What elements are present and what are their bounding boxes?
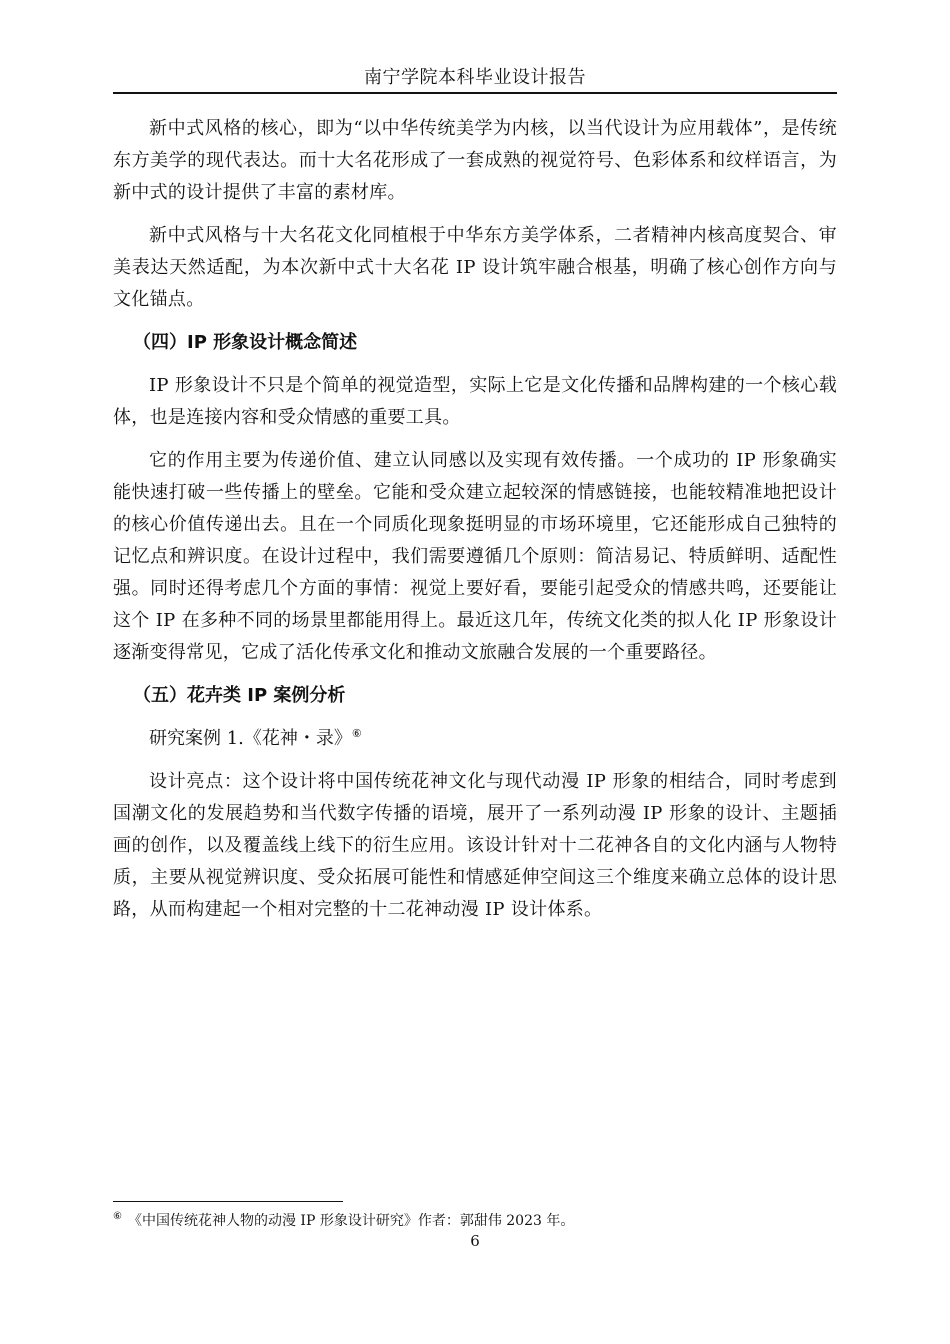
page-number: 6 bbox=[470, 1232, 480, 1250]
footnote-mark: ⑥ bbox=[113, 1211, 122, 1223]
footnote-reference: ⑥ bbox=[351, 727, 362, 740]
paragraph-ip-design-concept: IP 形象设计不只是个简单的视觉造型，实际上它是文化传播和品牌构建的一个核心载体，也是连接内容和受众情感的重要工具。 bbox=[113, 375, 837, 428]
footnote-text: 《中国传统花神人物的动漫 IP 形象设计研究》作者：郭甜伟 2023 年。 bbox=[127, 1213, 575, 1229]
body-content bbox=[113, 113, 837, 937]
footnote-rule bbox=[113, 1201, 343, 1202]
case-study-title bbox=[113, 723, 837, 755]
header-rule bbox=[113, 92, 837, 94]
case-study-title-text: 研究案例 1.《花神・录》 bbox=[149, 728, 352, 749]
section-heading-5: （五）花卉类 IP 案例分析 bbox=[133, 685, 346, 706]
section-heading-4: （四）IP 形象设计概念简述 bbox=[133, 332, 358, 353]
page-header: 南宁学院本科毕业设计报告 bbox=[364, 67, 586, 88]
footnote bbox=[113, 1211, 837, 1231]
paragraph-style-and-flower-culture: 新中式风格与十大名花文化同植根于中华东方美学体系，二者精神内核高度契合、审美表达天然适配，为本次新中式十大名花 IP 设计筑牢融合根基，明确了核心创作方向与文化锚点。 bbox=[113, 225, 837, 310]
paragraph-new-chinese-style-core: 新中式风格的核心，即为“以中华传统美学为内核，以当代设计为应用载体”，是传统东方美学的现代表达。而十大名花形成了一套成熟的视觉符号、色彩体系和纹样语言，为新中式的设计提供了丰富的素材库。 bbox=[113, 118, 837, 203]
paragraph-design-highlights: 设计亮点：这个设计将中国传统花神文化与现代动漫 IP 形象的相结合，同时考虑到国潮文化的发展趋势和当代数字传播的语境，展开了一系列动漫 IP 形象的设计、主题插画的创作，以及覆盖线上线下的衍生应用。该设计针对十二花神各自的文化内涵与人物特质，主要从视觉辨识度、受众拓展可能性和情感延伸空间这三个维度来确立总体的设计思路，从而构建起一个相对完整的十二花神动漫 IP 设计体系。 bbox=[113, 771, 837, 920]
paragraph-ip-role: 它的作用主要为传递价值、建立认同感以及实现有效传播。一个成功的 IP 形象确实能快速打破一些传播上的壁垒。它能和受众建立起较深的情感链接，也能较精准地把设计的核心价值传递出去。且在一个同质化现象挺明显的市场环境里，它还能形成自己独特的记忆点和辨识度。在设计过程中，我们需要遵循几个原则：简洁易记、特质鲜明、适配性强。同时还得考虑几个方面的事情：视觉上要好看，要能引起受众的情感共鸣，还要能让这个 IP 在多种不同的场景里都能用得上。最近这几年，传统文化类的拟人化 IP 形象设计逐渐变得常见，它成了活化传承文化和推动文旅融合发展的一个重要路径。 bbox=[113, 450, 837, 663]
